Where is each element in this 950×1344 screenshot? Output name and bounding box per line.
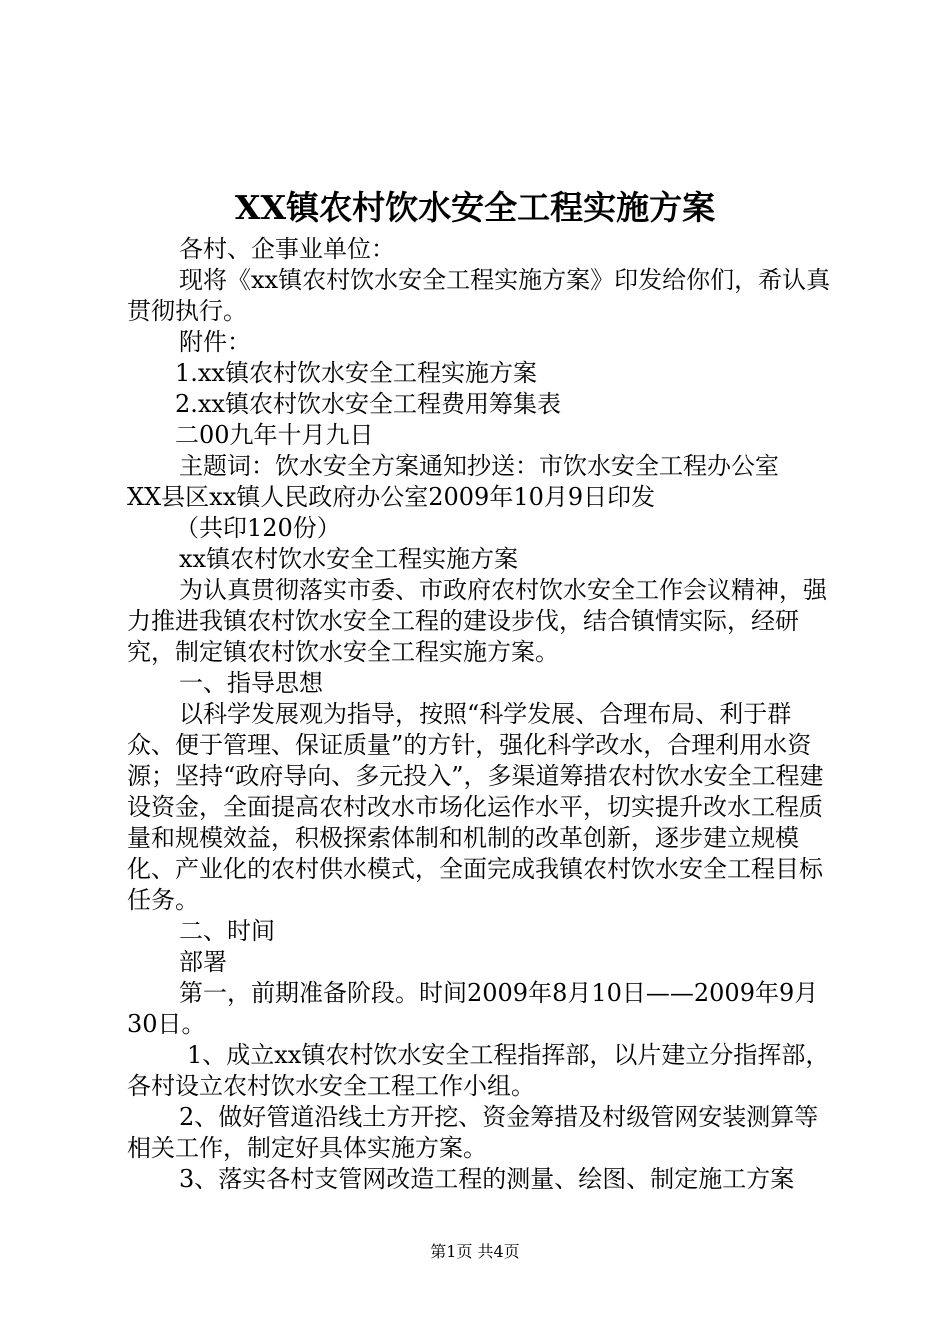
paragraph-date: 二00九年十月九日: [175, 421, 374, 449]
section-heading-deployment: 部署: [179, 948, 227, 976]
paragraph-attachment-1: 1.xx镇农村饮水安全工程实施方案: [175, 359, 537, 387]
paragraph-item-2: 2、做好管道沿线土方开挖、资金筹措及村级管网安装测算等相关工作，制定好具体实施方案。: [127, 1103, 819, 1162]
paragraph-issuer: XX县区xx镇人民政府办公室2009年10月9日印发: [127, 483, 656, 511]
paragraph-notice: 现将《xx镇农村饮水安全工程实施方案》印发给你们，希认真贯彻执行。: [127, 266, 831, 325]
document-body: [127, 234, 839, 1195]
paragraph-intro: 为认真贯彻落实市委、市政府农村饮水安全工作会议精神，强力推进我镇农村饮水安全工程的建设步伐，结合镇情实际，经研究，制定镇农村饮水安全工程实施方案。: [127, 576, 827, 666]
paragraph-item-3: 3、落实各村支管网改造工程的测量、绘图、制定施工方案: [179, 1165, 795, 1193]
paragraph-guiding-thought: 以科学发展观为指导，按照“科学发展、合理布局、利于群众、便于管理、保证质量”的方针，强化科学改水，合理利用水资源；坚持“政府导向、多元投入”，多渠道筹措农村饮水安全工程建设资金，全面提高农村改水市场化运作水平，切实提升改水工程质量和规模效益，积极探索体制和机制的改革创新，逐步建立规模化、产业化的农村供水模式，全面完成我镇农村饮水安全工程目标任务。: [127, 700, 824, 914]
paragraph-phase-1: 第一，前期准备阶段。时间2009年8月10日——2009年9月30日。: [127, 979, 819, 1038]
paragraph-print-count: （共印120份）: [175, 514, 341, 542]
paragraph-item-1: 1、成立xx镇农村饮水安全工程指挥部，以片建立分指挥部，各村设立农村饮水安全工程工作小组。: [127, 1041, 830, 1100]
paragraph-attachment-2: 2.xx镇农村饮水安全工程费用筹集表: [175, 390, 561, 418]
paragraph-plan-title: xx镇农村饮水安全工程实施方案: [179, 545, 519, 573]
paragraph-subject-words: 主题词：饮水安全方案通知抄送：市饮水安全工程办公室: [179, 452, 779, 480]
paragraph-attachment-heading: 附件：: [179, 328, 251, 356]
section-heading-guiding-thought: 一、指导思想: [179, 669, 323, 697]
document-title: XX镇农村饮水安全工程实施方案: [234, 188, 716, 227]
section-heading-time: 二、时间: [179, 917, 275, 945]
paragraph-addressee: 各村、企事业单位：: [179, 235, 395, 263]
page-footer: 第1页 共4页: [430, 1242, 520, 1261]
